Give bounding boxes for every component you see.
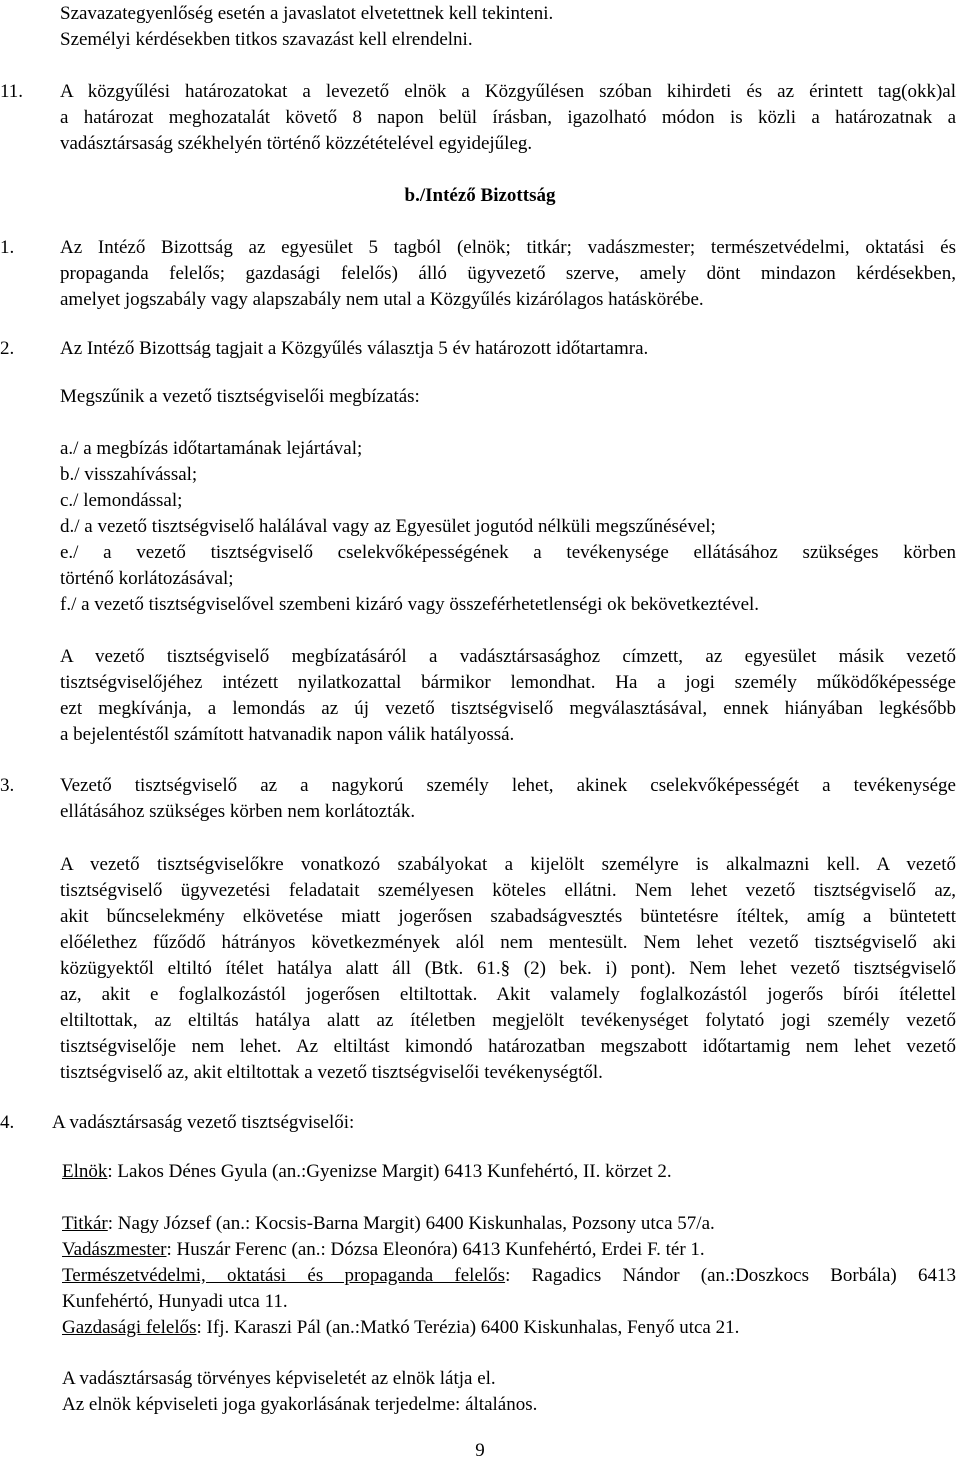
text-line: tisztségviselő ügyvezetési feladatait személyesen köteles ellátni. Nem lehet vezető tisztségviselő az, <box>60 880 956 901</box>
text-line: a határozat meghozatalát követő 8 napon belül írásban, igazolható módon is közli a határozatnak a <box>60 107 956 128</box>
text-line: előélethez fűződő hátrányos következmények alól nem mentesült. Nem lehet vezető tisztségviselő aki <box>60 932 956 953</box>
officer-details: : Huszár Ferenc (an.: Dózsa Eleonóra) 6413 Kunfehértó, Erdei F. tér 1. <box>166 1239 705 1260</box>
item-number: 3. <box>0 775 15 796</box>
text-line: Vezető tisztségviselő az a nagykorú személy lehet, akinek cselekvőképességét a tevékenysége <box>60 775 956 796</box>
text-line: Szavazategyenlőség esetén a javaslatot elvetettnek kell tekinteni. <box>60 3 554 24</box>
text-line: Az Intéző Bizottság tagjait a Közgyűlés választja 5 év határozott időtartamra. <box>60 338 649 359</box>
list-item: b./ visszahívással; <box>60 464 198 485</box>
item-number: 4. <box>0 1112 15 1133</box>
text-line: tisztségviselő az, akit eltiltottak a vezető tisztségviselői tevékenységtől. <box>60 1062 603 1083</box>
list-item: történő korlátozásával; <box>60 568 234 589</box>
officer-details: : Ifj. Karaszi Pál (an.:Matkó Terézia) 6400 Kiskunhalas, Fenyő utca 21. <box>196 1317 740 1338</box>
text-line: ezt megkívánja, a lemondás az új vezető tisztségviselő megválasztásával, ennek hiányában legkésőbb <box>60 698 956 719</box>
item-number: 1. <box>0 237 15 258</box>
officer-role: Elnök <box>62 1161 108 1182</box>
officer-details: : Ragadics Nándor (an.:Doszkocs Borbála) 6413 <box>505 1265 956 1286</box>
text-line: az, akit e foglalkozástól jogerősen eltiltottak. Akit valamely foglalkozástól jogerős bírói ítélettel <box>60 984 956 1005</box>
text-line: vadásztársaság székhelyén történő közzétételével egyidejűleg. <box>60 133 533 154</box>
officer-elnok <box>62 1159 672 1185</box>
page-number: 9 <box>475 1440 485 1461</box>
officer-role: Gazdasági felelős <box>62 1317 197 1338</box>
list-item: f./ a vezető tisztségviselővel szembeni kizáró vagy összeférhetetlenségi ok bekövetkeztével. <box>60 594 760 615</box>
officer-details-cont: Kunfehértó, Hunyadi utca 11. <box>62 1291 288 1312</box>
text-line: a bejelentéstől számított hatvanadik napon válik hatályossá. <box>60 724 515 745</box>
officer-details: : Lakos Dénes Gyula (an.:Gyenizse Margit) 6413 Kunfehértó, II. körzet 2. <box>107 1161 672 1182</box>
text-line: propaganda felelős; gazdasági felelős) álló ügyvezető szerve, amely dönt mindazon kérdésekben, <box>60 263 956 284</box>
officer-role: Vadászmester <box>62 1239 167 1260</box>
officer-vadaszmester <box>62 1237 705 1263</box>
text-line: amelyet jogszabály vagy alapszabály nem utal a Közgyűlés kizárólagos hatáskörébe. <box>60 289 704 310</box>
text-line: eltiltottak, az eltiltás hatálya alatt az ítéletben megjelölt tevékenységet folytató jogi személy vezető <box>60 1010 956 1031</box>
list-item: d./ a vezető tisztségviselő halálával vagy az Egyesület jogutód nélküli megszűnésével; <box>60 516 716 537</box>
officer-role: Természetvédelmi, oktatási és propaganda felelős <box>62 1265 506 1286</box>
text-line: A vezető tisztségviselőkre vonatkozó szabályokat a kijelölt személyre is alkalmazni kell. A vezető <box>60 854 956 875</box>
officer-termeszetvedelmi <box>62 1263 956 1289</box>
text-line: tisztségviselője nem lehet. Az eltiltást kimondó határozatban megszabott időtartamig nem lehet vezető <box>60 1036 956 1057</box>
list-item: c./ lemondással; <box>60 490 183 511</box>
section-heading: b./Intéző Bizottság <box>404 185 556 206</box>
text-line: közügyektől eltiltó ítélet hatálya alatt áll (Btk. 61.§ (2) bek. i) pont). Nem lehet vezető tisztségviselő <box>60 958 956 979</box>
text-line: A vadásztársaság törvényes képviseletét az elnök látja el. <box>62 1368 496 1389</box>
text-line: ellátásához szükséges körben nem korlátozták. <box>60 801 416 822</box>
officer-titkar <box>62 1211 715 1237</box>
officer-role: Titkár <box>62 1213 108 1234</box>
text-line: Az Intéző Bizottság az egyesület 5 tagból (elnök; titkár; vadászmester; természetvédelmi, oktatási és <box>60 237 956 258</box>
text-line: akit bűncselekmény elkövetése miatt jogerősen szabadságvesztés büntetésre ítéltek, amíg a büntetett <box>60 906 956 927</box>
list-item: a./ a megbízás időtartamának lejártával; <box>60 438 363 459</box>
text-line: Az elnök képviseleti joga gyakorlásának terjedelme: általános. <box>62 1394 538 1415</box>
item-number: 11. <box>0 81 24 102</box>
officer-details: : Nagy József (an.: Kocsis-Barna Margit) 6400 Kiskunhalas, Pozsony utca 57/a. <box>107 1213 715 1234</box>
list-item: e./ a vezető tisztségviselő cselekvőképességének a tevékenysége ellátásához szükséges körben <box>60 542 956 563</box>
text-line: Személyi kérdésekben titkos szavazást kell elrendelni. <box>60 29 473 50</box>
item-number: 2. <box>0 338 15 359</box>
officer-gazdasagi <box>62 1315 739 1341</box>
text-line: A közgyűlési határozatokat a levezető elnök a Közgyűlésen szóban kihirdeti és az érintett tag(okk)al <box>60 81 956 102</box>
section-title: A vadásztársaság vezető tisztségviselői: <box>52 1112 355 1133</box>
text-line: tisztségviselőjéhez intézett nyilatkozattal bármikor lemondhat. Ha a jogi személy működőképessége <box>60 672 956 693</box>
text-line: Megszűnik a vezető tisztségviselői megbízatás: <box>60 386 420 407</box>
text-line: A vezető tisztségviselő megbízatásáról a vadásztársasághoz címzett, az egyesület másik vezető <box>60 646 956 667</box>
